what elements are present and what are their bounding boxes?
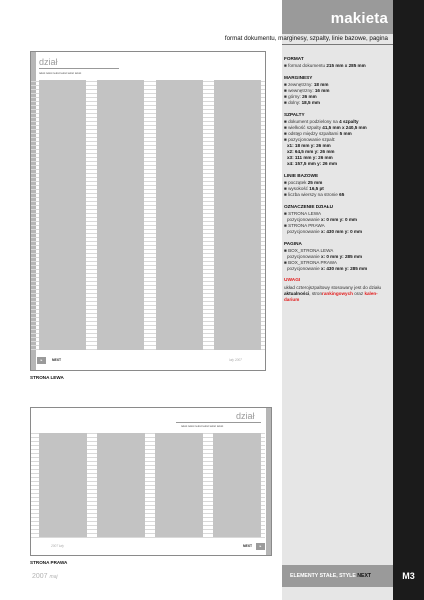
section-label: dział (236, 411, 255, 421)
page-number: M3 (402, 571, 415, 581)
spec-heading: SZPALTY (284, 112, 305, 118)
spec-format: FORMAT ■ format dokumentu 215 mm x 285 mm (284, 56, 392, 69)
section-rule (39, 68, 119, 69)
footer-date: 2007 maj (32, 573, 58, 580)
running-text: tekst tekst tekst tekst tekst tekst (181, 424, 224, 428)
section-rule (176, 422, 261, 423)
right-margin-stripe (266, 408, 271, 555)
spec-list (284, 56, 392, 309)
spec-heading: OZNACZENIE DZIAŁU (284, 203, 333, 209)
column-2 (97, 80, 144, 350)
column-3 (156, 80, 203, 350)
header-rule (282, 44, 393, 45)
column-1 (39, 433, 87, 537)
page-date: 2007 luty (51, 544, 64, 548)
page-date: luty 2007 (229, 358, 242, 362)
page-subtitle: format dokumentu, marginesy, szpalty, linie bazowe, pagina (224, 35, 388, 42)
spec-linie: LINIE BAZOWE ■ początek 25 mm ■ wysokość 16,5 pt ■ liczba wierszy na stronie 65 (284, 173, 392, 198)
caption-left: STRONA LEWA (30, 375, 64, 380)
column-4 (214, 80, 261, 350)
column-2 (97, 433, 145, 537)
spec-pagina: PAGINA ■ BOX_STRONA LEWA pozycjonowanie x: 0 mm y: 285 mm ■ BOX_STRONA PRAWA pozycjonowanie x: 430 mm y: 285 mm (284, 241, 392, 272)
uwagi-heading: UWAGI (284, 277, 301, 283)
page-label: NEXT (243, 544, 253, 548)
page-box: ▸ (256, 543, 265, 550)
section-tab (393, 0, 424, 600)
page-title: makieta (330, 10, 388, 27)
column-1 (39, 80, 86, 350)
footer-label: ELEMENTY STAŁE, STYLE NEXT (290, 573, 372, 579)
spec-heading: LINIE BAZOWE (284, 172, 319, 178)
mockup-right-page (30, 407, 272, 556)
spec-heading: PAGINA (284, 240, 302, 246)
spec-heading: FORMAT (284, 56, 304, 61)
running-text: tekst tekst tekst tekst tekst tekst (39, 71, 82, 75)
caption-right: STRONA PRAWA (30, 560, 68, 565)
spec-szpalty: SZPALTY ■ dokument podzielony na 4 szpalty ■ wielkość szpalty 41,5 mm x 240,5 mm ■ odstęp między szpaltami 5 mm ■ pozycjonowanie szpalt: x1: 18 mm y: 26 mm x2: 64,5 mm y: 26 mm x3: 111 mm y: 26 mm x4: 157,5 mm y: 26 mm (284, 112, 392, 167)
spec-marginesy: MARGINESY ■ zewnętrzny: 18 mm ■ wewnętrzny: 16 mm ■ górny: 26 mm ■ dolny: 18,5 mm (284, 75, 392, 106)
spec-heading: MARGINESY (284, 75, 313, 81)
page-box: ▸ (37, 357, 46, 364)
spec-oznaczenie: OZNACZENIE DZIAŁU ■ STRONA LEWA pozycjonowanie x: 0 mm y: 0 mm ■ STRONA PRAWA pozycjonowanie x: 430 mm y: 0 mm (284, 204, 392, 235)
section-label: dział (39, 57, 58, 67)
column-4 (213, 433, 261, 537)
page-label: NEXT (52, 358, 62, 362)
mockup-left-page (30, 51, 266, 371)
spec-uwagi: UWAGI układ czterojszpaltowy stosowany jest do działu aktualności, stronrankingowych oraz kalen- darium (284, 278, 392, 303)
column-3 (155, 433, 203, 537)
